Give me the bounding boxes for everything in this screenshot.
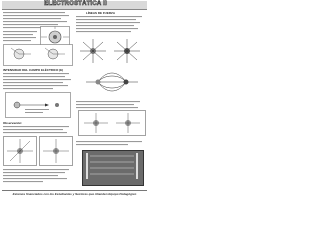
page-header [2,1,147,10]
document-page [0,0,149,198]
radial-field-positive [78,38,108,64]
page-title: ELECTROSTÁTICA II [44,1,107,7]
observation-label: Observación: [3,121,23,125]
field-figures [3,44,73,66]
dipole-field-diagram [84,66,140,98]
section-heading-lines-of-force: LÍNEAS DE FUERZA [86,11,116,15]
field-lines-figure-left [3,136,37,166]
page-footer [2,190,147,197]
parallel-plates-diagram [82,150,142,184]
charge-force-diagram [5,92,71,118]
section-heading-intensity: INTENSIDAD DEL CAMPO ELÉCTRICO (E) [3,68,64,72]
field-lines-figure-right [39,136,73,166]
radial-field-negative [112,38,142,64]
left-text-lines-5 [3,168,73,188]
field-comparison-box [78,110,146,136]
footer-text: Estamos financiados con los Estudiantes y Sectores que Atienden Equipo Pedagógico [12,192,137,196]
